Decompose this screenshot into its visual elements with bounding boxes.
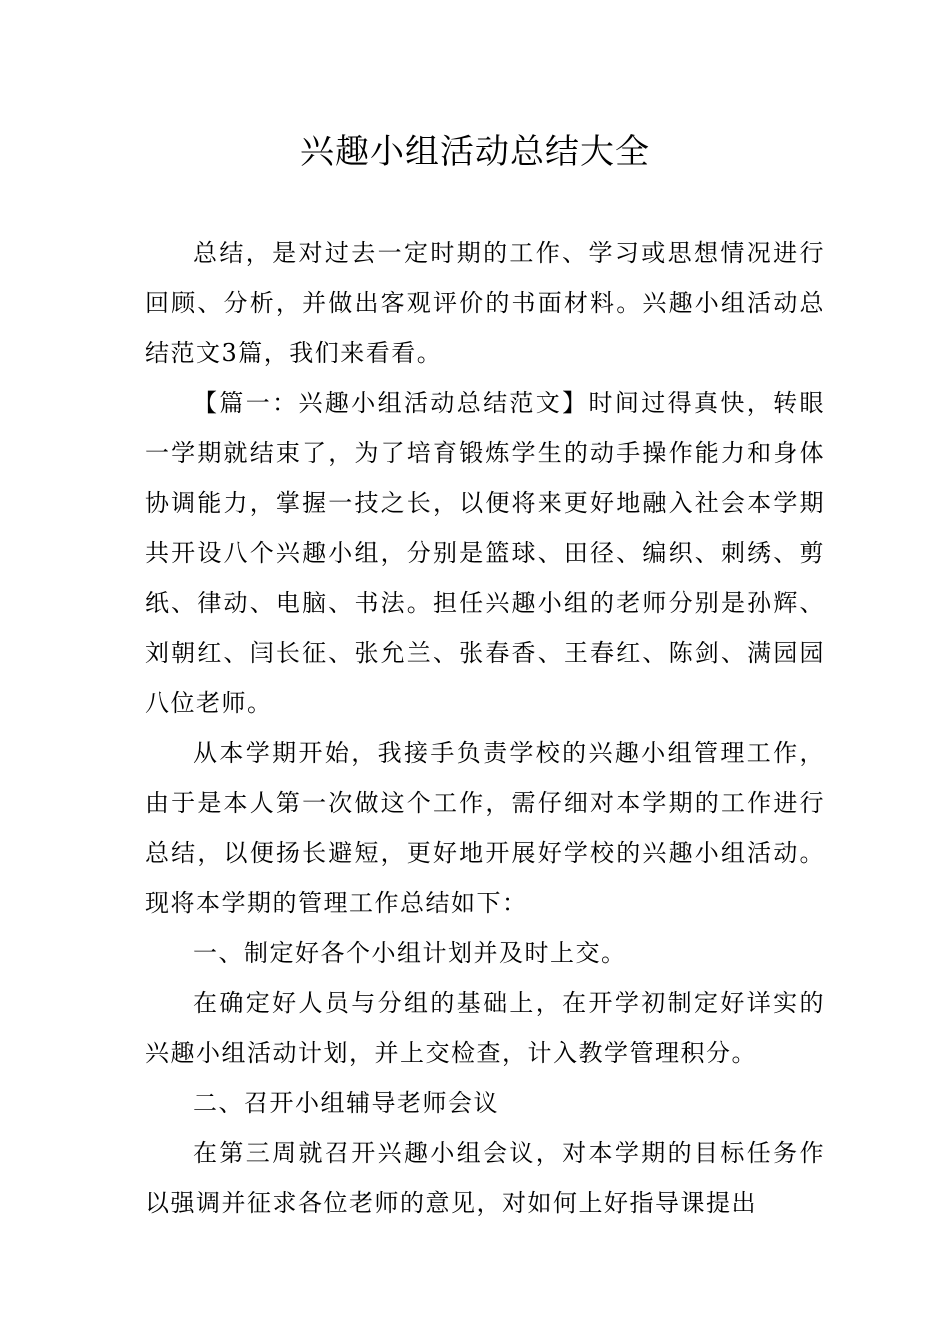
document-title: 兴趣小组活动总结大全 (300, 132, 650, 172)
paragraph-intro: 总结，是对过去一定时期的工作、学习或思想情况进行回顾、分析，并做出客观评价的书面材料。兴趣小组活动总结范文3篇，我们来看看。 (145, 239, 825, 367)
document-body (145, 228, 825, 1228)
section-heading-one: 一、制定好各个小组计划并及时上交。 (193, 939, 627, 967)
paragraph-management: 从本学期开始，我接手负责学校的兴趣小组管理工作，由于是本人第一次做这个工作，需仔细对本学期的工作进行总结，以便扬长避短，更好地开展好学校的兴趣小组活动。现将本学期的管理工作总结如下： (145, 739, 825, 917)
paragraph-meeting: 在第三周就召开兴趣小组会议，对本学期的目标任务作以强调并征求各位老师的意见，对如何上好指导课提出 (145, 1139, 825, 1217)
paragraph-part-one: 【篇一：兴趣小组活动总结范文】时间过得真快，转眼一学期就结束了，为了培育锻炼学生的动手操作能力和身体协调能力，掌握一技之长，以便将来更好地融入社会本学期共开设八个兴趣小组，分别是篮球、田径、编织、刺绣、剪纸、律动、电脑、书法。担任兴趣小组的老师分别是孙辉、刘朝红、闫长征、张允兰、张春香、王春红、陈剑、满园园八位老师。 (145, 389, 825, 717)
paragraph-plan: 在确定好人员与分组的基础上，在开学初制定好详实的兴趣小组活动计划，并上交检查，计入教学管理积分。 (145, 989, 825, 1067)
section-heading-two: 二、召开小组辅导老师会议 (193, 1089, 499, 1117)
